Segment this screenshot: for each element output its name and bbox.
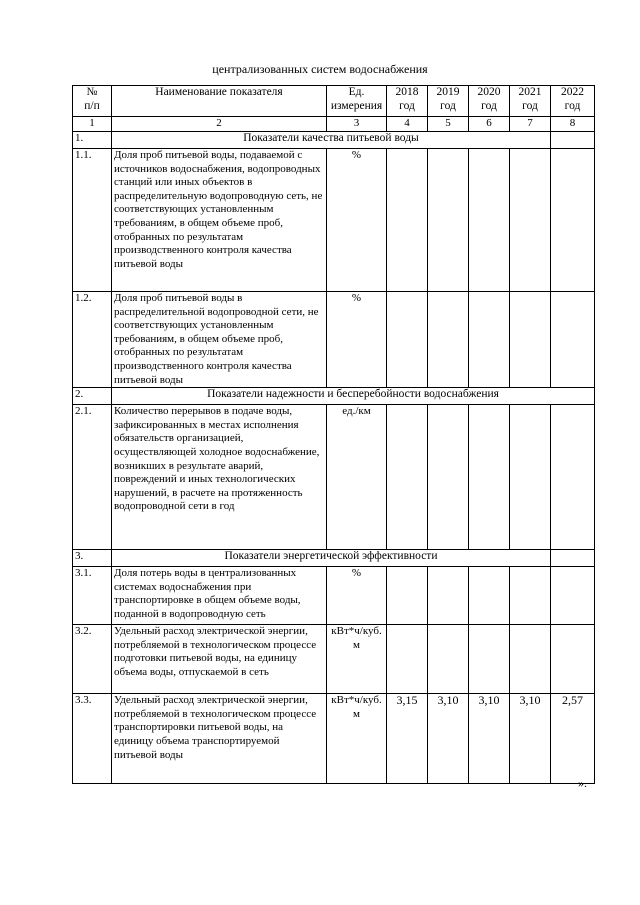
value-2021 <box>510 292 551 388</box>
table-row <box>73 292 595 388</box>
column-number: 3 <box>327 117 387 132</box>
value-2018 <box>387 405 428 550</box>
section-title: Показатели качества питьевой воды <box>112 132 551 149</box>
column-number: 1 <box>73 117 112 132</box>
table-row <box>73 567 595 625</box>
value-2021 <box>510 149 551 292</box>
column-numbers-row <box>73 117 595 132</box>
value-2020 <box>469 567 510 625</box>
value-2022 <box>551 405 595 550</box>
value-2019 <box>428 292 469 388</box>
section-row <box>73 550 595 567</box>
row-number: 1.2. <box>73 292 112 388</box>
table-row <box>73 625 595 694</box>
table-row <box>73 694 595 784</box>
header-year-2021: 2021 год <box>510 86 551 117</box>
section-title: Показатели надежности и бесперебойности водоснабжения <box>112 388 595 405</box>
value-2019: 3,10 <box>428 694 469 784</box>
table-row <box>73 149 595 292</box>
value-2020: 3,10 <box>469 694 510 784</box>
header-year-2018: 2018 год <box>387 86 428 117</box>
indicator-name: Доля проб питьевой воды в распределительной водопроводной сети, не соответствующих установленным требованиям, в общем объеме проб, отобранных по результатам производственного контроля качества питьевой воды <box>112 292 327 388</box>
column-number: 4 <box>387 117 428 132</box>
indicators-table <box>72 85 595 784</box>
indicator-name: Количество перерывов в подаче воды, зафиксированных в местах исполнения обязательств организацией, осуществляющей холодное водоснабжение, возникших в результате аварий, повреждений и иных технологических нарушений, в расчете на протяженность водопроводной сети в год <box>112 405 327 550</box>
value-2018 <box>387 625 428 694</box>
value-2021 <box>510 625 551 694</box>
section-number: 1. <box>73 132 112 149</box>
table-row <box>73 405 595 550</box>
value-2022: 2,57 <box>551 694 595 784</box>
header-name: Наименование показателя <box>112 86 327 117</box>
empty-cell <box>551 550 595 567</box>
column-number: 6 <box>469 117 510 132</box>
closing-quote: ». <box>578 776 587 790</box>
header-unit: Ед. измерения <box>327 86 387 117</box>
row-number: 1.1. <box>73 149 112 292</box>
table-title: централизованных систем водоснабжения <box>212 62 428 76</box>
header-year-2022: 2022 год <box>551 86 595 117</box>
header-year-2020: 2020 год <box>469 86 510 117</box>
value-2019 <box>428 149 469 292</box>
indicator-unit: % <box>327 149 387 292</box>
section-title: Показатели энергетической эффективности <box>112 550 551 567</box>
value-2021 <box>510 567 551 625</box>
row-number: 3.3. <box>73 694 112 784</box>
value-2020 <box>469 405 510 550</box>
value-2018 <box>387 292 428 388</box>
empty-cell <box>551 132 595 149</box>
value-2019 <box>428 625 469 694</box>
section-row <box>73 388 595 405</box>
row-number: 3.2. <box>73 625 112 694</box>
value-2018 <box>387 567 428 625</box>
indicator-name: Удельный расход электрической энергии, потребляемой в технологическом процессе транспортировки питьевой воды, на единицу объема транспортируемой питьевой воды <box>112 694 327 784</box>
column-number: 7 <box>510 117 551 132</box>
value-2022 <box>551 292 595 388</box>
indicator-unit: % <box>327 292 387 388</box>
value-2020 <box>469 625 510 694</box>
value-2018 <box>387 149 428 292</box>
value-2021: 3,10 <box>510 694 551 784</box>
column-number: 2 <box>112 117 327 132</box>
value-2018: 3,15 <box>387 694 428 784</box>
header-row <box>73 86 595 117</box>
column-number: 8 <box>551 117 595 132</box>
value-2022 <box>551 625 595 694</box>
indicator-unit: ед./км <box>327 405 387 550</box>
value-2022 <box>551 149 595 292</box>
indicator-name: Удельный расход электрической энергии, потребляемой в технологическом процессе подготовки питьевой воды, на единицу объема воды, отпускаемой в сеть <box>112 625 327 694</box>
section-row <box>73 132 595 149</box>
header-year-2019: 2019 год <box>428 86 469 117</box>
row-number: 2.1. <box>73 405 112 550</box>
indicator-unit: % <box>327 567 387 625</box>
value-2019 <box>428 567 469 625</box>
indicator-unit: кВт*ч/куб. м <box>327 625 387 694</box>
value-2020 <box>469 292 510 388</box>
value-2021 <box>510 405 551 550</box>
row-number: 3.1. <box>73 567 112 625</box>
section-number: 2. <box>73 388 112 405</box>
value-2022 <box>551 567 595 625</box>
indicator-name: Доля потерь воды в централизованных системах водоснабжения при транспортировке в общем объеме воды, поданной в водопроводную сеть <box>112 567 327 625</box>
indicator-name: Доля проб питьевой воды, подаваемой с источников водоснабжения, водопроводных станций или иных объектов в распределительную водопроводную сеть, не соответствующих установленным требованиям, в общем объеме проб, отобранных по результатам производственного контроля качества питьевой воды <box>112 149 327 292</box>
section-number: 3. <box>73 550 112 567</box>
header-num: № п/п <box>73 86 112 117</box>
value-2019 <box>428 405 469 550</box>
indicator-unit: кВт*ч/куб. м <box>327 694 387 784</box>
column-number: 5 <box>428 117 469 132</box>
value-2020 <box>469 149 510 292</box>
